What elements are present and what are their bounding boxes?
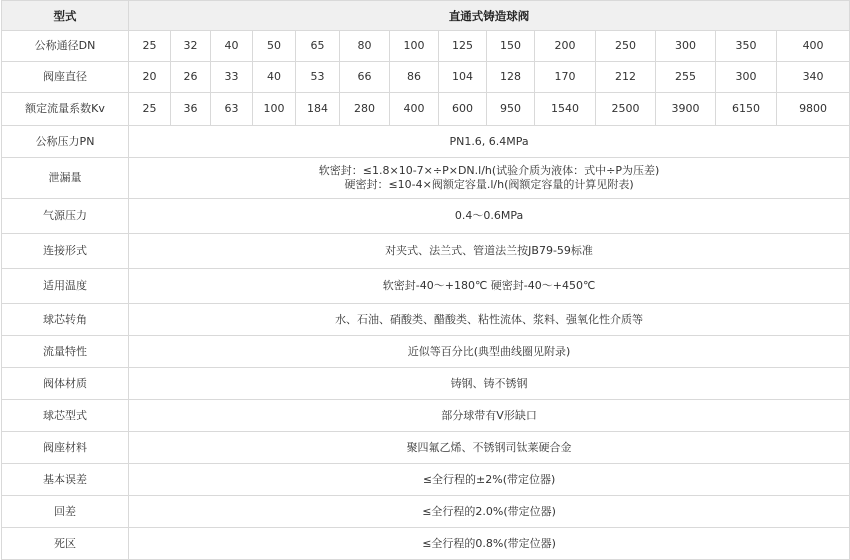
cell: 86 bbox=[390, 62, 439, 93]
row-label: 公称压力PN bbox=[2, 126, 129, 158]
cell: 36 bbox=[171, 93, 211, 126]
cell: 9800 bbox=[777, 93, 850, 126]
row-label: 连接形式 bbox=[2, 234, 129, 269]
cell: 212 bbox=[596, 62, 656, 93]
table-row-pressure bbox=[2, 126, 850, 158]
table-row-kv bbox=[2, 93, 850, 126]
table-row-body-material bbox=[2, 368, 850, 400]
leakage-soft-seal-text: 软密封：≤1.8×10-7×÷P×DN.l/h(试验介质为液体：式中÷P为压差) bbox=[318, 164, 660, 177]
cell: 170 bbox=[535, 62, 596, 93]
row-label: 阀体材质 bbox=[2, 368, 129, 400]
row-value: 0.4～0.6MPa bbox=[129, 199, 850, 234]
row-label: 阀座材料 bbox=[2, 432, 129, 464]
header-row bbox=[2, 1, 850, 31]
row-label: 死区 bbox=[2, 528, 129, 560]
cell: 65 bbox=[296, 31, 340, 62]
row-value: ≤全行程的±2%(带定位器) bbox=[129, 464, 850, 496]
cell: 1540 bbox=[535, 93, 596, 126]
cell: 250 bbox=[596, 31, 656, 62]
row-label: 流量特性 bbox=[2, 336, 129, 368]
row-label: 额定流量系数Kv bbox=[2, 93, 129, 126]
cell: 3900 bbox=[656, 93, 716, 126]
leakage-hard-seal-text: 硬密封：≤10-4×阀额定容量.l/h(阀额定容量的计算见附表) bbox=[344, 178, 634, 191]
row-label: 球芯转角 bbox=[2, 304, 129, 336]
row-value: ≤全行程的0.8%(带定位器) bbox=[129, 528, 850, 560]
cell: 100 bbox=[390, 31, 439, 62]
cell: 53 bbox=[296, 62, 340, 93]
cell: 280 bbox=[340, 93, 390, 126]
table-row-flow-characteristic bbox=[2, 336, 850, 368]
row-label: 球芯型式 bbox=[2, 400, 129, 432]
table-row-basic-error bbox=[2, 464, 850, 496]
table-row-leakage bbox=[2, 158, 850, 199]
cell: 100 bbox=[253, 93, 296, 126]
header-label: 型式 bbox=[2, 1, 129, 31]
table-row-seat-material bbox=[2, 432, 850, 464]
table-row-ball-rotation bbox=[2, 304, 850, 336]
cell: 20 bbox=[129, 62, 171, 93]
row-value: 水、石油、硝酸类、醋酸类、粘性流体、浆料、强氧化性介质等 bbox=[129, 304, 850, 336]
table-row-ball-type bbox=[2, 400, 850, 432]
cell: 25 bbox=[129, 31, 171, 62]
cell: 2500 bbox=[596, 93, 656, 126]
row-value: 近似等百分比(典型曲线圈见附录) bbox=[129, 336, 850, 368]
cell: 125 bbox=[439, 31, 487, 62]
row-label: 适用温度 bbox=[2, 269, 129, 304]
row-value bbox=[129, 158, 850, 199]
cell: 950 bbox=[487, 93, 535, 126]
cell: 80 bbox=[340, 31, 390, 62]
table-row-dn bbox=[2, 31, 850, 62]
row-label: 阀座直径 bbox=[2, 62, 129, 93]
cell: 40 bbox=[211, 31, 253, 62]
cell: 50 bbox=[253, 31, 296, 62]
row-label: 回差 bbox=[2, 496, 129, 528]
cell: 26 bbox=[171, 62, 211, 93]
header-title: 直通式铸造球阀 bbox=[129, 1, 850, 31]
cell: 300 bbox=[716, 62, 777, 93]
cell: 350 bbox=[716, 31, 777, 62]
row-label: 气源压力 bbox=[2, 199, 129, 234]
cell: 255 bbox=[656, 62, 716, 93]
table-row-seat-diameter bbox=[2, 62, 850, 93]
table-row-hysteresis bbox=[2, 496, 850, 528]
row-value: 铸钢、铸不锈钢 bbox=[129, 368, 850, 400]
row-value: 聚四氟乙烯、不锈钢司钛莱硬合金 bbox=[129, 432, 850, 464]
table-row-dead-band bbox=[2, 528, 850, 560]
cell: 150 bbox=[487, 31, 535, 62]
row-value: ≤全行程的2.0%(带定位器) bbox=[129, 496, 850, 528]
cell: 66 bbox=[340, 62, 390, 93]
cell: 32 bbox=[171, 31, 211, 62]
cell: 300 bbox=[656, 31, 716, 62]
cell: 340 bbox=[777, 62, 850, 93]
spec-table bbox=[1, 0, 850, 560]
cell: 128 bbox=[487, 62, 535, 93]
table-row-temperature bbox=[2, 269, 850, 304]
cell: 400 bbox=[777, 31, 850, 62]
cell: 184 bbox=[296, 93, 340, 126]
row-value: PN1.6, 6.4MPa bbox=[129, 126, 850, 158]
cell: 63 bbox=[211, 93, 253, 126]
cell: 600 bbox=[439, 93, 487, 126]
cell: 25 bbox=[129, 93, 171, 126]
row-label: 基本误差 bbox=[2, 464, 129, 496]
cell: 104 bbox=[439, 62, 487, 93]
cell: 40 bbox=[253, 62, 296, 93]
row-value: 软密封-40～+180℃ 硬密封-40～+450℃ bbox=[129, 269, 850, 304]
row-value: 对夹式、法兰式、管道法兰按JB79-59标准 bbox=[129, 234, 850, 269]
cell: 6150 bbox=[716, 93, 777, 126]
cell: 33 bbox=[211, 62, 253, 93]
cell: 400 bbox=[390, 93, 439, 126]
cell: 200 bbox=[535, 31, 596, 62]
row-value: 部分球带有V形缺口 bbox=[129, 400, 850, 432]
table-row-connection bbox=[2, 234, 850, 269]
row-label: 公称通径DN bbox=[2, 31, 129, 62]
table-row-air-pressure bbox=[2, 199, 850, 234]
row-label: 泄漏量 bbox=[2, 158, 129, 199]
